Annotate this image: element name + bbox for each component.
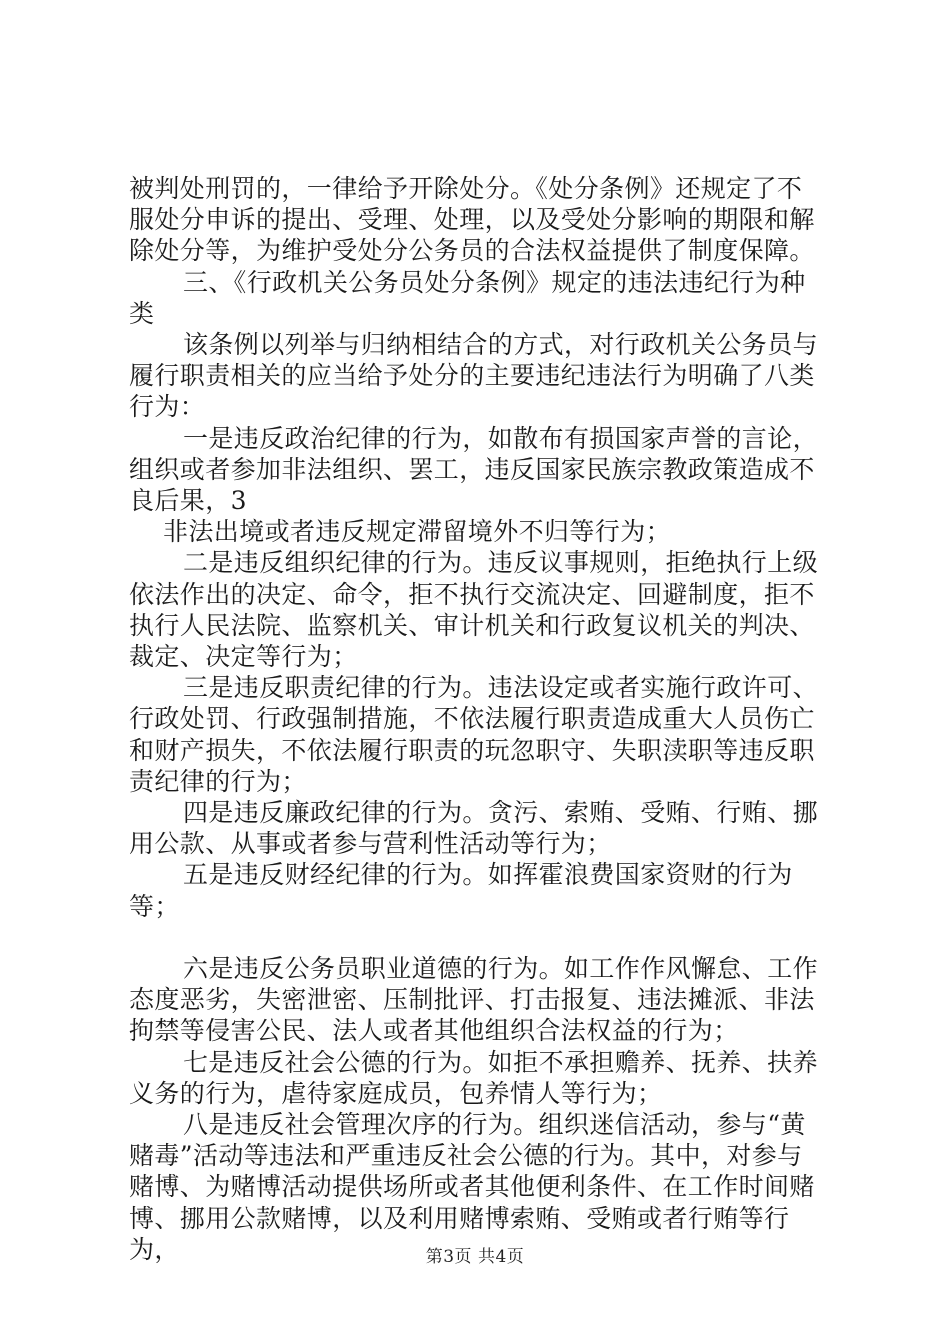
- text-line: 责纪律的行为；: [129, 766, 307, 796]
- text-line: 行为：: [129, 392, 206, 422]
- text-line: 良后果，3: [129, 486, 247, 516]
- text-line: 被判处刑罚的，一律给予开除处分。《处分条例》还规定了不: [129, 174, 803, 203]
- page-footer: 第3页 共4页: [425, 1247, 525, 1267]
- text-line: 非法出境或者违反规定滞留境外不归等行为；: [163, 517, 672, 547]
- text-line: 服处分申诉的提出、受理、处理，以及受处分影响的期限和解: [129, 205, 815, 235]
- text-line: 依法作出的决定、命令，拒不执行交流决定、回避制度，拒不: [129, 579, 815, 609]
- text-line: 二是违反组织纪律的行为。违反议事规则，拒绝执行上级: [183, 548, 819, 578]
- text-line: 三是违反职责纪律的行为。违法设定或者实施行政许可、: [183, 673, 819, 703]
- text-line: 六是违反公务员职业道德的行为。如工作作风懈怠、工作: [183, 954, 819, 984]
- text-line: 赌毒”活动等违法和严重违反社会公德的行为。其中，对参与: [129, 1141, 803, 1171]
- text-line: 义务的行为，虐待家庭成员，包养情人等行为；: [129, 1078, 663, 1108]
- text-line: 态度恶劣，失密泄密、压制批评、打击报复、违法摊派、非法: [129, 985, 815, 1015]
- section-heading-continued: 类: [129, 298, 155, 328]
- text-line: 四是违反廉政纪律的行为。贪污、索贿、受贿、行贿、挪: [183, 798, 819, 828]
- text-line: 裁定、决定等行为；: [129, 642, 358, 672]
- text-line: 和财产损失，不依法履行职责的玩忽职守、失职渎职等违反职: [129, 735, 815, 765]
- text-line: 该条例以列举与归纳相结合的方式，对行政机关公务员与: [183, 330, 819, 360]
- document-body: [129, 173, 829, 1265]
- section-heading: 三、《行政机关公务员处分条例》规定的违法违纪行为种: [183, 267, 806, 297]
- text-line: 五是违反财经纪律的行为。如挥霍浪费国家资财的行为等；: [129, 860, 793, 921]
- text-line: 行政处罚、行政强制措施，不依法履行职责造成重大人员伤亡: [129, 704, 815, 734]
- text-line: 执行人民法院、监察机关、审计机关和行政复议机关的判决、: [129, 610, 815, 640]
- text-line: 拘禁等侵害公民、法人或者其他组织合法权益的行为；: [129, 1016, 739, 1046]
- text-line: 组织或者参加非法组织、罢工，违反国家民族宗教政策造成不: [129, 454, 815, 484]
- text-line: 履行职责相关的应当给予处分的主要违纪违法行为明确了八类: [129, 361, 815, 391]
- paragraph-gap: [129, 922, 829, 953]
- text-line: 一是违反政治纪律的行为，如散布有损国家声誉的言论，: [183, 423, 819, 453]
- text-line: 博、挪用公款赌博，以及利用赌博索贿、受贿或者行贿等行为，: [129, 1203, 790, 1264]
- text-line: 用公款、从事或者参与营利性活动等行为；: [129, 829, 612, 859]
- text-line: 七是违反社会公德的行为。如拒不承担赡养、抚养、扶养: [183, 1047, 819, 1077]
- text-line: 除处分等，为维护受处分公务员的合法权益提供了制度保障。: [129, 236, 815, 266]
- text-line: 赌博、为赌博活动提供场所或者其他便利条件、在工作时间赌: [129, 1172, 815, 1202]
- text-line: 八是违反社会管理次序的行为。组织迷信活动，参与“黄: [183, 1110, 806, 1140]
